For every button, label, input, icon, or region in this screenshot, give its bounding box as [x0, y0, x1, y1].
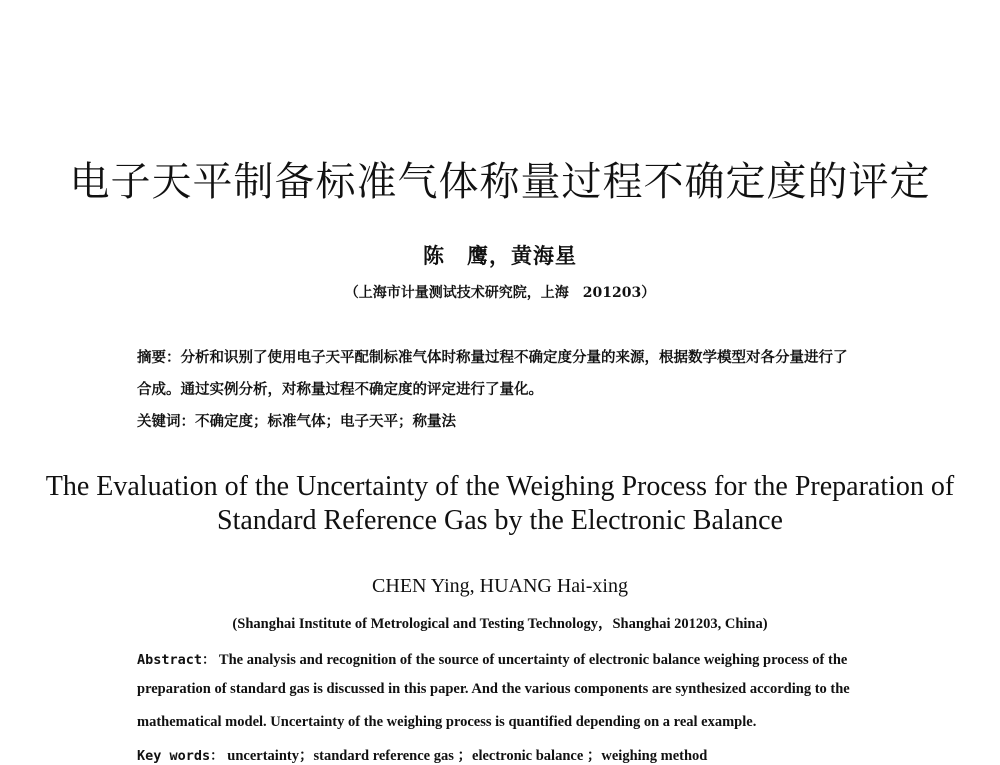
english-keywords: [137, 744, 707, 765]
english-keywords-text: uncertainty；standard reference gas ；electronic balance ；weighing method: [227, 748, 708, 764]
chinese-title: 电子天平制备标准气体称量过程不确定度的评定: [69, 159, 931, 205]
english-abstract-line-2: preparation of standard gas is discussed in this paper. And the various components are synthesized according to the: [137, 681, 850, 697]
english-authors: CHEN Ying, HUANG Hai-xing: [372, 575, 628, 597]
english-affiliation: (Shanghai Institute of Metrological and Testing Technology，Shanghai 201203, China): [232, 616, 768, 632]
english-abstract-text-1: The analysis and recognition of the source of uncertainty of electronic balance weighing process of the: [218, 652, 848, 668]
chinese-keywords-label: 关键词：: [137, 413, 195, 430]
chinese-abstract-line-2: 合成。通过实例分析，对称量过程不确定度的评定进行了量化。: [137, 381, 543, 398]
chinese-abstract-label: 摘要：: [137, 349, 181, 366]
english-abstract-line-3: mathematical model. Uncertainty of the weighing process is quantified depending on a real example.: [137, 714, 757, 730]
chinese-abstract-line-1: [137, 346, 848, 367]
chinese-keywords-text: 不确定度；标准气体；电子天平；称量法: [195, 413, 456, 430]
english-title: The Evaluation of the Uncertainty of the Weighing Process for the Preparation of Standard Reference Gas by the Electronic Balance: [45, 471, 955, 536]
english-keywords-label: Key words：: [137, 748, 224, 764]
english-abstract-label: Abstract：: [137, 652, 216, 668]
chinese-keywords: [137, 410, 456, 431]
chinese-affiliation: （上海市计量测试技术研究院，上海 201203）: [344, 285, 656, 301]
chinese-abstract-text-1: 分析和识别了使用电子天平配制标准气体时称量过程不确定度分量的来源，根据数学模型对各分量进行了: [180, 349, 848, 366]
english-abstract-line-1: [137, 648, 847, 669]
chinese-authors: 陈 鹰，黄海星: [423, 243, 577, 268]
